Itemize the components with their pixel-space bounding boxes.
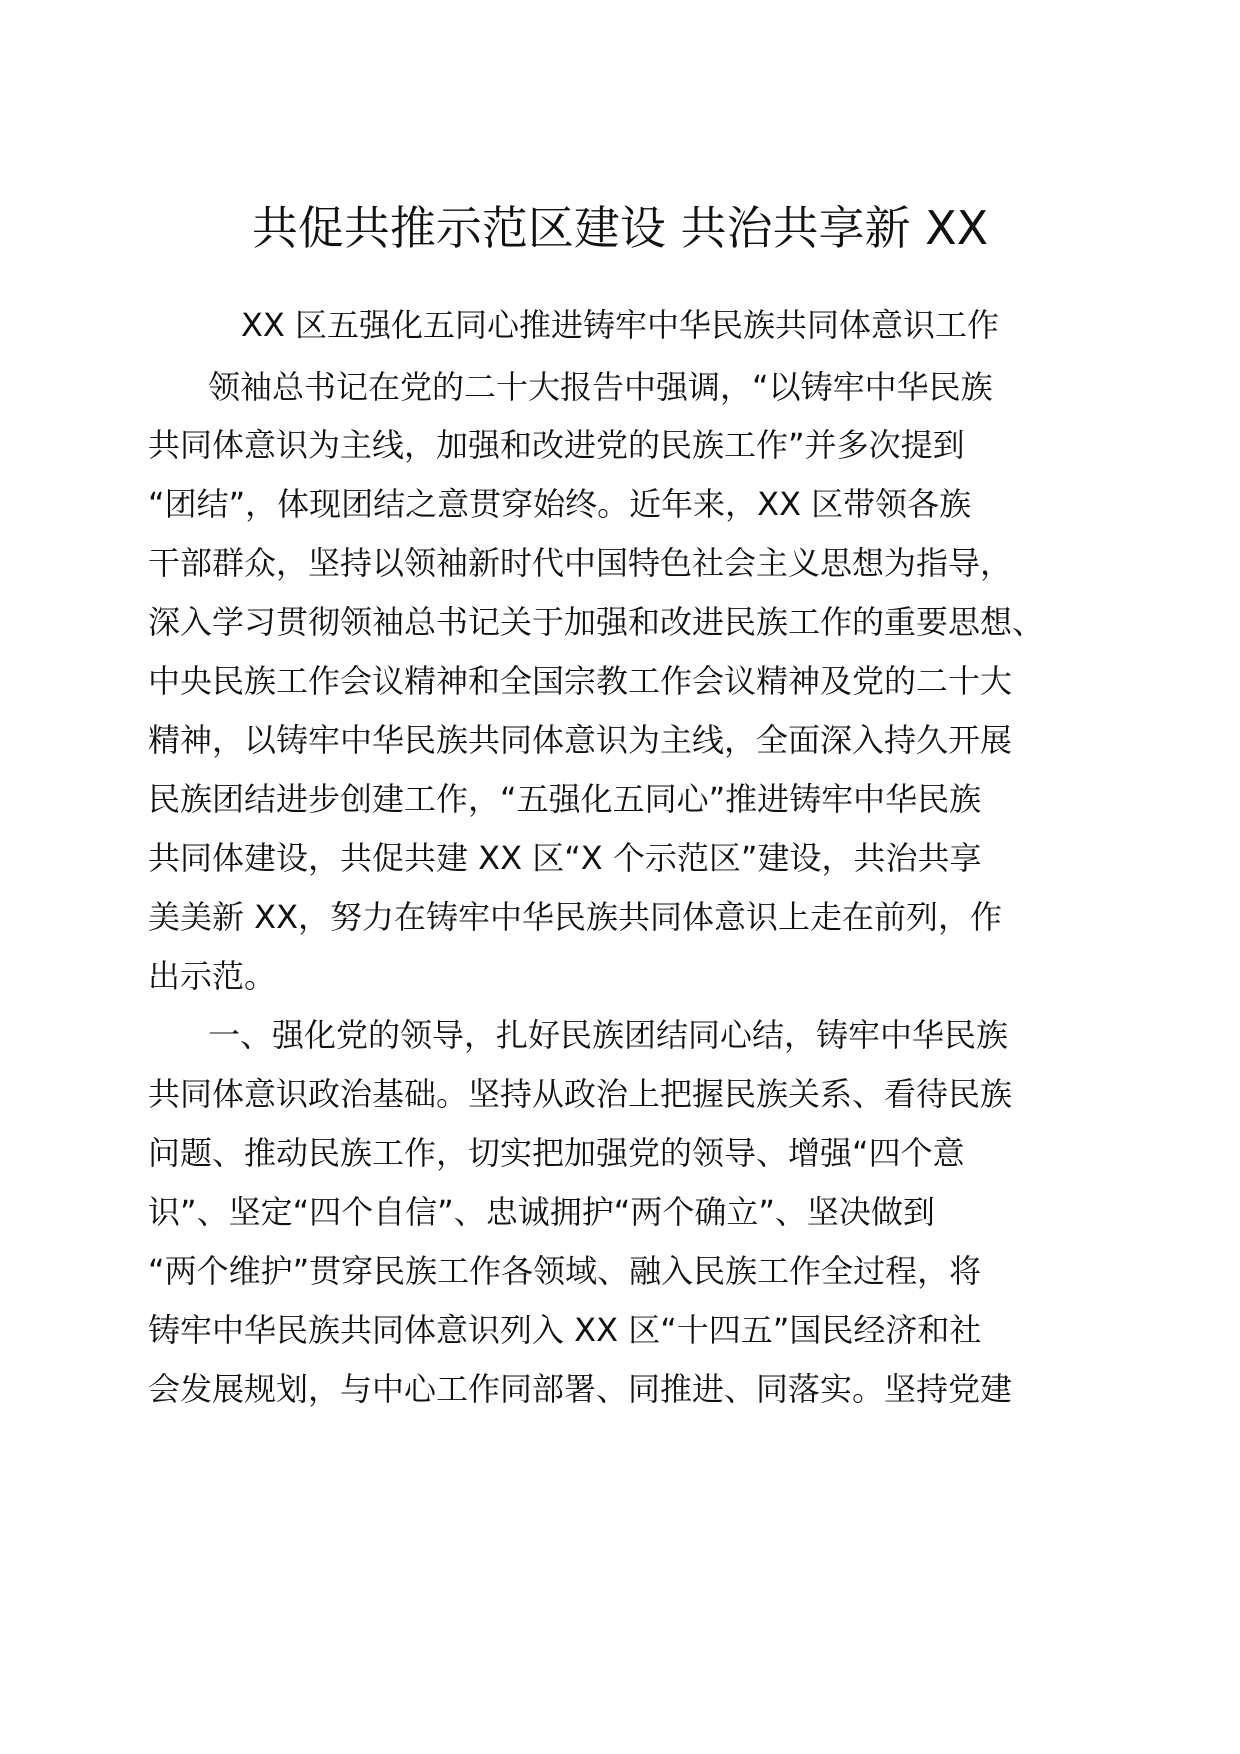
paragraph-2-line-2: 共同体意识政治基础。坚持从政治上把握民族关系、看待民族: [148, 1075, 1013, 1113]
paragraph-1-line-2: 共同体意识为主线，加强和改进党的民族工作”并多次提到: [148, 426, 965, 464]
paragraph-2-line-3: 问题、推动民族工作，切实把加强党的领导、增强“四个意: [148, 1134, 965, 1172]
document-subtitle: XX 区五强化五同心推进铸牢中华民族共同体意识工作: [240, 306, 1000, 344]
paragraph-2-line-4: 识”、坚定“四个自信”、忠诚拥护“两个确立”、坚决做到: [148, 1193, 935, 1231]
paragraph-1-line-9: 共同体建设，共促共建 XX 区“X 个示范区”建设，共治共享: [148, 839, 982, 877]
paragraph-1-line-8: 民族团结进步创建工作，“五强化五同心”推进铸牢中华民族: [148, 780, 982, 818]
paragraph-1-line-4: 干部群众，坚持以领袖新时代中国特色社会主义思想为指导，: [148, 544, 1013, 582]
paragraph-1-line-6: 中央民族工作会议精神和全国宗教工作会议精神及党的二十大: [148, 662, 1013, 700]
paragraph-1-line-5: 深入学习贯彻领袖总书记关于加强和改进民族工作的重要思想、: [148, 603, 1045, 641]
paragraph-1-line-11: 出示范。: [148, 957, 277, 995]
paragraph-2-line-5: “两个维护”贯穿民族工作各领域、融入民族工作全过程，将: [148, 1252, 982, 1290]
paragraph-1-line-3: “团结”，体现团结之意贯穿始终。近年来，XX 区带领各族: [148, 485, 972, 523]
paragraph-1-line-7: 精神，以铸牢中华民族共同体意识为主线，全面深入持久开展: [148, 721, 1013, 759]
document-title: 共促共推示范区建设 共治共享新 XX: [251, 201, 989, 255]
paragraph-2-line-7: 会发展规划，与中心工作同部署、同推进、同落实。坚持党建: [148, 1370, 1013, 1408]
paragraph-1-line-1: 领袖总书记在党的二十大报告中强调，“以铸牢中华民族: [208, 368, 993, 406]
paragraph-2-line-1: 一、强化党的领导，扎好民族团结同心结，铸牢中华民族: [208, 1016, 1009, 1054]
paragraph-2-line-6: 铸牢中华民族共同体意识列入 XX 区“十四五”国民经济和社: [148, 1311, 982, 1349]
paragraph-1-line-10: 美美新 XX，努力在铸牢中华民族共同体意识上走在前列，作: [148, 898, 1003, 936]
